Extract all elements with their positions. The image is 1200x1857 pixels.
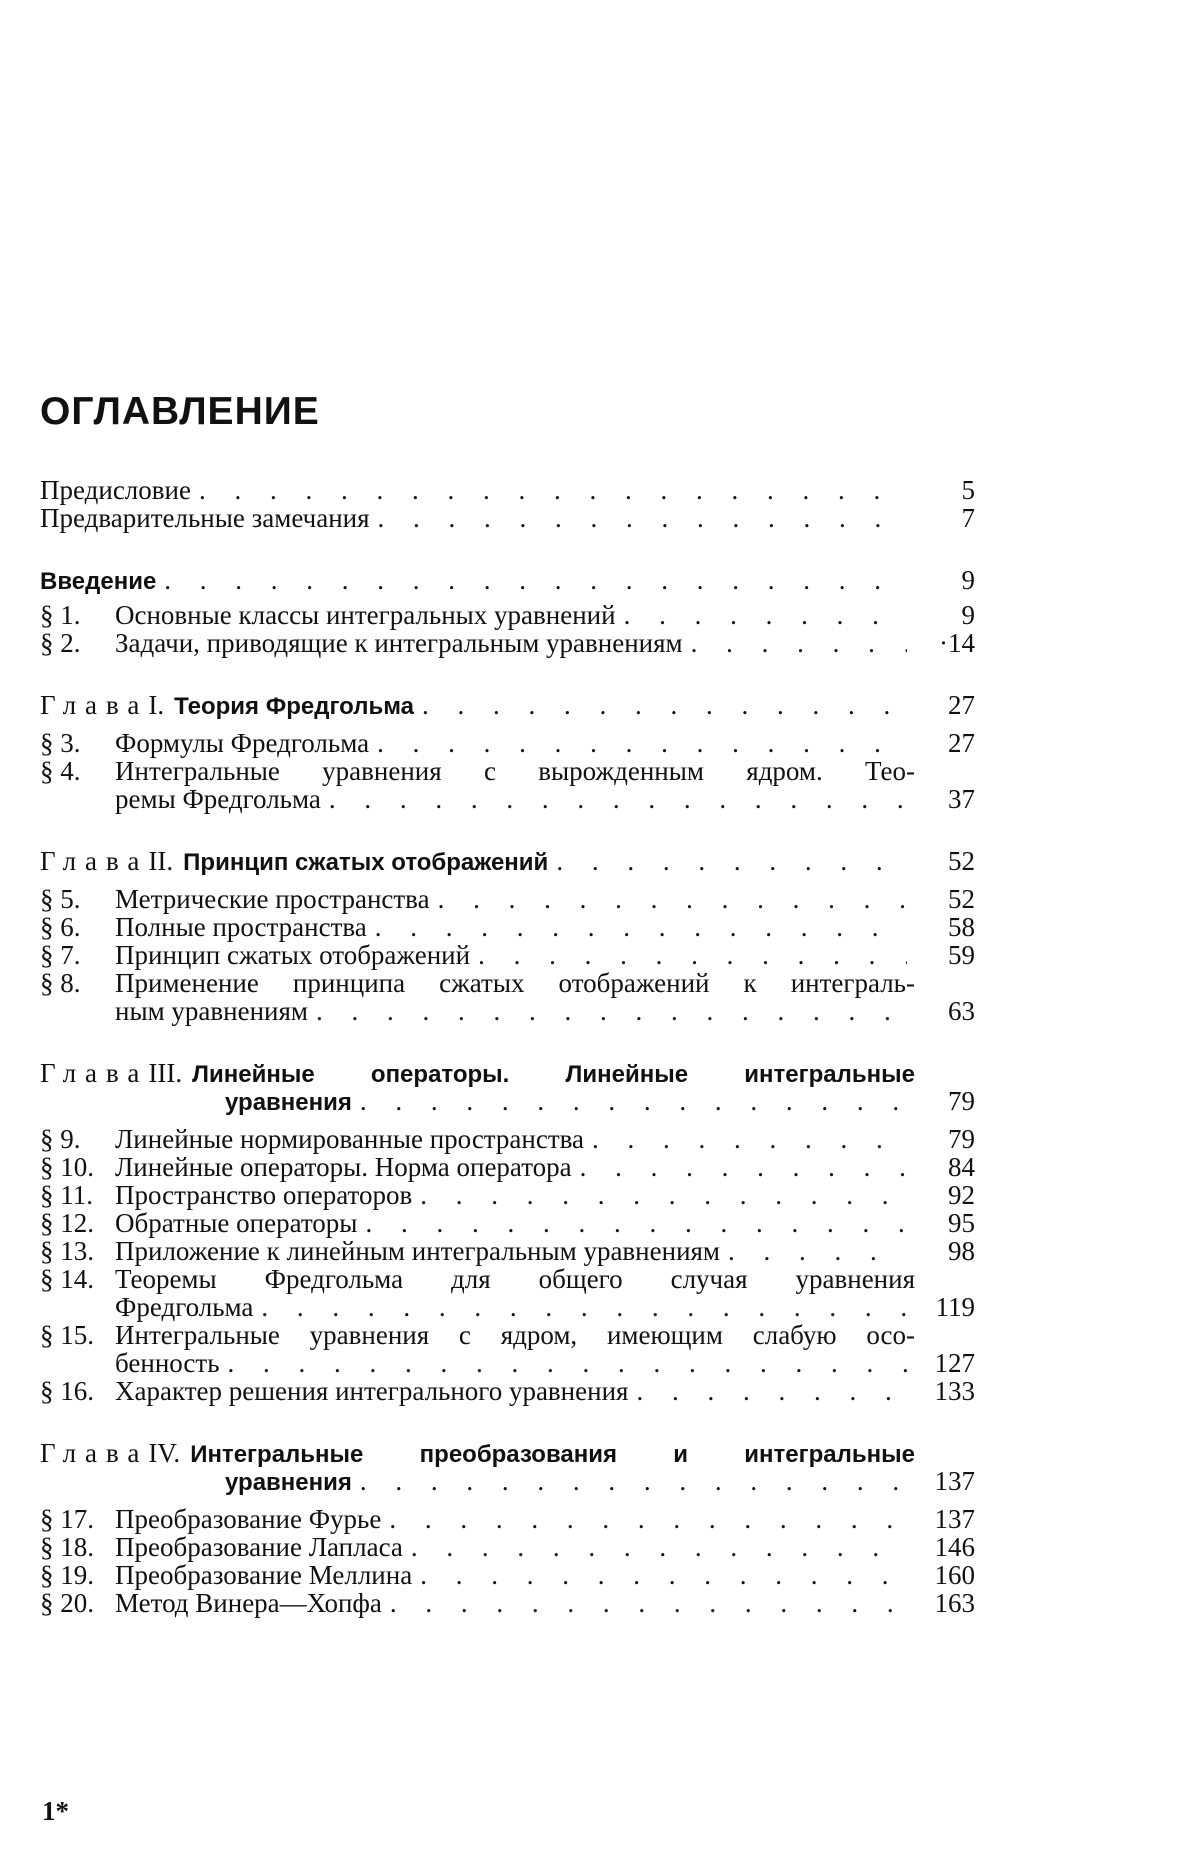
section-entry [40, 729, 975, 757]
dot-leader [199, 476, 907, 504]
chapter-heading [40, 1087, 975, 1115]
dot-leader [438, 885, 907, 913]
section-page: 160 [915, 1561, 975, 1589]
section-entry [40, 997, 975, 1025]
chapter-title: уравнения [225, 1089, 352, 1117]
toc-entry [40, 476, 975, 504]
section-number: § 18. [40, 1533, 115, 1561]
section-number: § 14. [40, 1265, 115, 1293]
entry-title: Предварительные замечания [40, 504, 370, 532]
section-entry [40, 1349, 975, 1377]
chapter-page: 79 [915, 1087, 975, 1115]
chapter-title: уравнения [225, 1469, 352, 1497]
section-title: Преобразование Меллина [115, 1561, 412, 1589]
section-entry [40, 1181, 975, 1209]
chapter-label: Глава [40, 1059, 148, 1087]
section-title: Фредгольма [115, 1293, 253, 1321]
section-number: § 10. [40, 1153, 115, 1181]
section-entry [40, 1125, 975, 1153]
section-entry [40, 1265, 975, 1293]
chapter-number: IV. [148, 1439, 180, 1467]
section-page: 137 [915, 1505, 975, 1533]
section-title: Линейные операторы. Норма оператора [115, 1153, 572, 1181]
dot-leader [420, 1561, 907, 1589]
section-number: § 13. [40, 1237, 115, 1265]
dot-leader [636, 1377, 907, 1405]
section-entry [40, 913, 975, 941]
section-page: 63 [915, 997, 975, 1025]
section-number: § 8. [40, 969, 115, 997]
entry-page: 5 [915, 476, 975, 504]
section-entry [40, 1153, 975, 1181]
section-title: бенность [115, 1349, 220, 1377]
dot-leader [375, 913, 907, 941]
section-number: § 19. [40, 1561, 115, 1589]
dot-leader [360, 1087, 907, 1115]
chapter-page: 27 [915, 691, 975, 719]
intro-heading [40, 566, 975, 594]
dot-leader [624, 601, 907, 629]
page-folio: 1* [42, 1796, 69, 1827]
dot-leader [360, 1467, 907, 1495]
section-title: Обратные операторы [115, 1209, 357, 1237]
dot-leader [261, 1293, 907, 1321]
section-number: § 5. [40, 885, 115, 913]
section-title: Метрические пространства [115, 885, 430, 913]
book-page [0, 0, 1200, 1857]
section-entry [40, 1321, 975, 1349]
section-entry [40, 941, 975, 969]
section-title: Характер решения интегрального уравнения [115, 1377, 628, 1405]
chapter-heading [40, 1467, 975, 1495]
chapter-heading [40, 847, 975, 875]
section-entry [40, 1377, 975, 1405]
section-page: ·14 [915, 629, 975, 657]
section-title: Теоремы Фредгольма для общего случая уравнения [115, 1265, 915, 1293]
page-title: ОГЛАВЛЕНИЕ [40, 390, 320, 434]
chapter-heading [40, 691, 975, 719]
section-title: Применение принципа сжатых отображений к интеграль- [115, 969, 915, 997]
dot-leader [316, 997, 907, 1025]
dot-leader [389, 1505, 907, 1533]
section-title: Основные классы интегральных уравнений [115, 601, 616, 629]
section-number: § 16. [40, 1377, 115, 1405]
section-page: 27 [915, 729, 975, 757]
section-page: 59 [915, 941, 975, 969]
intro-title: Введение [40, 568, 156, 596]
section-entry [40, 1533, 975, 1561]
intro-page: 9 [915, 566, 975, 594]
section-page: 163 [915, 1589, 975, 1617]
section-entry [40, 1209, 975, 1237]
dot-leader [411, 1533, 907, 1561]
section-title: ремы Фредгольма [115, 785, 321, 813]
section-number: § 11. [40, 1181, 115, 1209]
section-page: 84 [915, 1153, 975, 1181]
section-number: § 15. [40, 1321, 115, 1349]
chapter-title: Теория Фредгольма [174, 693, 414, 721]
chapter-title: Принцип сжатых отображений [183, 849, 548, 877]
chapter-title: Линейные операторы. Линейные интегральные [192, 1061, 915, 1089]
dot-leader [377, 729, 907, 757]
section-title: Интегральные уравнения с ядром, имеющим слабую осо- [115, 1321, 915, 1349]
section-title: Приложение к линейным интегральным уравнениям [115, 1237, 720, 1265]
section-page: 95 [915, 1209, 975, 1237]
dot-leader [691, 629, 907, 657]
section-entry [40, 1561, 975, 1589]
chapter-label: Глава [40, 1439, 148, 1467]
section-title: Пространство операторов [115, 1181, 412, 1209]
section-entry [40, 1293, 975, 1321]
dot-leader [422, 691, 907, 719]
section-page: 9 [915, 601, 975, 629]
section-number: § 4. [40, 757, 115, 785]
section-entry [40, 629, 975, 657]
section-number: § 20. [40, 1589, 115, 1617]
section-number: § 6. [40, 913, 115, 941]
section-number: § 17. [40, 1505, 115, 1533]
section-title: Полные пространства [115, 913, 367, 941]
section-page: 52 [915, 885, 975, 913]
section-page: 119 [915, 1293, 975, 1321]
chapter-number: II. [148, 847, 173, 875]
section-number: § 2. [40, 629, 115, 657]
section-number: § 7. [40, 941, 115, 969]
section-entry [40, 969, 975, 997]
dot-leader [478, 941, 907, 969]
section-page: 37 [915, 785, 975, 813]
section-title: Метод Винера—Хопфа [115, 1589, 382, 1617]
chapter-page: 137 [915, 1467, 975, 1495]
section-entry [40, 1505, 975, 1533]
dot-leader [592, 1125, 907, 1153]
section-entry [40, 757, 975, 785]
section-page: 127 [915, 1349, 975, 1377]
toc-entry [40, 504, 975, 532]
chapter-number: III. [148, 1059, 182, 1087]
chapter-heading [40, 1059, 975, 1087]
chapter-title: Интегральные преобразования и интегральные [190, 1441, 915, 1469]
chapter-label: Глава [40, 691, 148, 719]
section-title: Преобразование Фурье [115, 1505, 381, 1533]
entry-page: 7 [915, 504, 975, 532]
table-of-contents [40, 476, 975, 1617]
section-title: Принцип сжатых отображений [115, 941, 470, 969]
section-entry [40, 885, 975, 913]
section-title: Формулы Фредгольма [115, 729, 369, 757]
dot-leader [420, 1181, 907, 1209]
section-entry [40, 1589, 975, 1617]
dot-leader [556, 847, 907, 875]
chapter-page: 52 [915, 847, 975, 875]
dot-leader [329, 785, 907, 813]
section-title: Интегральные уравнения с вырожденным ядром. Тео- [115, 757, 915, 785]
section-entry [40, 601, 975, 629]
section-page: 79 [915, 1125, 975, 1153]
entry-title: Предисловие [40, 476, 191, 504]
dot-leader [164, 566, 907, 594]
section-page: 58 [915, 913, 975, 941]
section-number: § 3. [40, 729, 115, 757]
section-entry [40, 785, 975, 813]
section-page: 146 [915, 1533, 975, 1561]
section-number: § 1. [40, 601, 115, 629]
dot-leader [728, 1237, 907, 1265]
dot-leader [228, 1349, 907, 1377]
dot-leader [365, 1209, 907, 1237]
section-title: ным уравнениям [115, 997, 308, 1025]
dot-leader [378, 504, 907, 532]
section-number: § 12. [40, 1209, 115, 1237]
section-entry [40, 1237, 975, 1265]
section-page: 92 [915, 1181, 975, 1209]
dot-leader [580, 1153, 907, 1181]
chapter-number: I. [148, 691, 164, 719]
chapter-heading [40, 1439, 975, 1467]
section-title: Линейные нормированные пространства [115, 1125, 584, 1153]
section-number: § 9. [40, 1125, 115, 1153]
section-title: Преобразование Лапласа [115, 1533, 403, 1561]
chapter-label: Глава [40, 847, 148, 875]
section-title: Задачи, приводящие к интегральным уравнениям [115, 629, 683, 657]
section-page: 98 [915, 1237, 975, 1265]
section-page: 133 [915, 1377, 975, 1405]
dot-leader [390, 1589, 907, 1617]
